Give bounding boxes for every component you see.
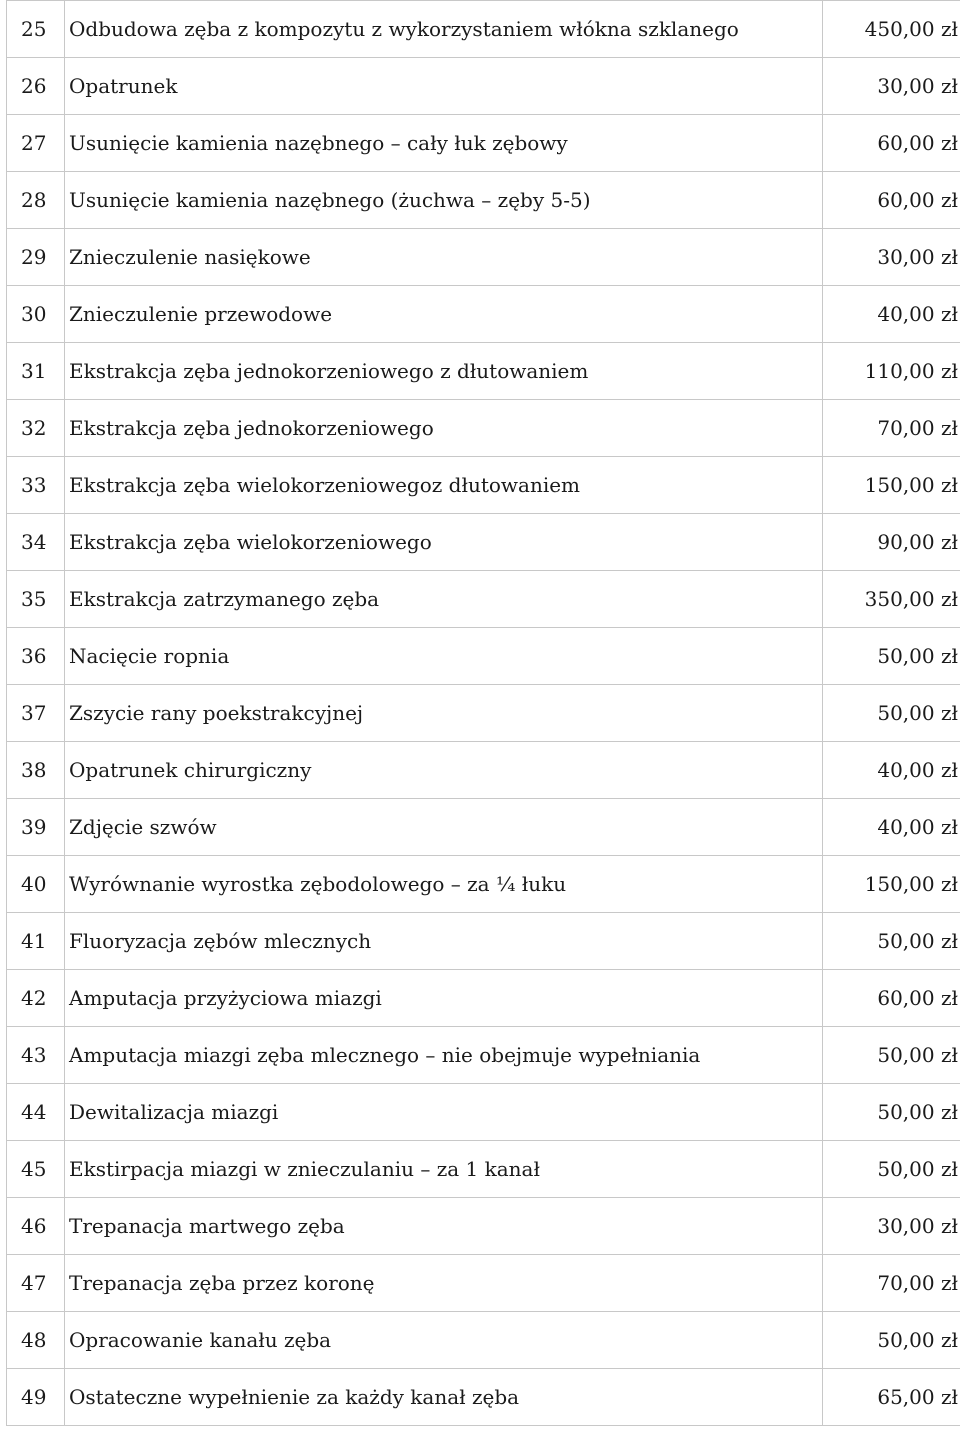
procedure-name: Ekstirpacja miazgi w znieczulaniu – za 1 kanał	[65, 1141, 823, 1198]
item-number: 38	[7, 742, 65, 799]
procedure-name: Trepanacja martwego zęba	[65, 1198, 823, 1255]
procedure-name: Trepanacja zęba przez koronę	[65, 1255, 823, 1312]
procedure-price: 450,00 zł	[823, 1, 960, 58]
table-row	[7, 58, 960, 115]
procedure-price: 40,00 zł	[823, 799, 960, 856]
procedure-name: Fluoryzacja zębów mlecznych	[65, 913, 823, 970]
item-number: 36	[7, 628, 65, 685]
table-row	[7, 1255, 960, 1312]
table-row	[7, 400, 960, 457]
table-row	[7, 343, 960, 400]
item-number: 25	[7, 1, 65, 58]
table-row	[7, 571, 960, 628]
procedure-name: Ekstrakcja zęba wielokorzeniowego	[65, 514, 823, 571]
procedure-name: Ekstrakcja zęba jednokorzeniowego z dłutowaniem	[65, 343, 823, 400]
table-row	[7, 628, 960, 685]
table-row	[7, 1312, 960, 1369]
procedure-name: Opatrunek	[65, 58, 823, 115]
procedure-name: Odbudowa zęba z kompozytu z wykorzystaniem włókna szklanego	[65, 1, 823, 58]
item-number: 30	[7, 286, 65, 343]
item-number: 39	[7, 799, 65, 856]
table-row	[7, 742, 960, 799]
item-number: 37	[7, 685, 65, 742]
item-number: 45	[7, 1141, 65, 1198]
procedure-price: 150,00 zł	[823, 457, 960, 514]
price-list-table	[6, 0, 960, 1426]
procedure-price: 65,00 zł	[823, 1369, 960, 1426]
procedure-name: Opatrunek chirurgiczny	[65, 742, 823, 799]
item-number: 44	[7, 1084, 65, 1141]
item-number: 46	[7, 1198, 65, 1255]
procedure-price: 30,00 zł	[823, 229, 960, 286]
procedure-name: Usunięcie kamienia nazębnego – cały łuk zębowy	[65, 115, 823, 172]
procedure-price: 350,00 zł	[823, 571, 960, 628]
procedure-price: 70,00 zł	[823, 1255, 960, 1312]
procedure-name: Wyrównanie wyrostka zębodolowego – za ¼ łuku	[65, 856, 823, 913]
procedure-price: 50,00 zł	[823, 1084, 960, 1141]
procedure-name: Opracowanie kanału zęba	[65, 1312, 823, 1369]
procedure-price: 50,00 zł	[823, 1027, 960, 1084]
procedure-price: 60,00 zł	[823, 172, 960, 229]
table-row	[7, 1369, 960, 1426]
table-row	[7, 286, 960, 343]
procedure-price: 40,00 zł	[823, 742, 960, 799]
procedure-name: Amputacja przyżyciowa miazgi	[65, 970, 823, 1027]
item-number: 28	[7, 172, 65, 229]
procedure-price: 50,00 zł	[823, 1312, 960, 1369]
procedure-name: Usunięcie kamienia nazębnego (żuchwa – zęby 5-5)	[65, 172, 823, 229]
procedure-price: 60,00 zł	[823, 115, 960, 172]
table-row	[7, 457, 960, 514]
item-number: 31	[7, 343, 65, 400]
item-number: 43	[7, 1027, 65, 1084]
item-number: 29	[7, 229, 65, 286]
procedure-name: Amputacja miazgi zęba mlecznego – nie obejmuje wypełniania	[65, 1027, 823, 1084]
procedure-name: Ekstrakcja zatrzymanego zęba	[65, 571, 823, 628]
item-number: 49	[7, 1369, 65, 1426]
table-row	[7, 970, 960, 1027]
table-row	[7, 685, 960, 742]
table-row	[7, 514, 960, 571]
procedure-price: 50,00 zł	[823, 1141, 960, 1198]
procedure-name: Zdjęcie szwów	[65, 799, 823, 856]
procedure-name: Znieczulenie nasiękowe	[65, 229, 823, 286]
procedure-name: Ekstrakcja zęba jednokorzeniowego	[65, 400, 823, 457]
item-number: 35	[7, 571, 65, 628]
table-row	[7, 799, 960, 856]
item-number: 27	[7, 115, 65, 172]
item-number: 26	[7, 58, 65, 115]
table-row	[7, 1141, 960, 1198]
item-number: 33	[7, 457, 65, 514]
table-row	[7, 115, 960, 172]
item-number: 34	[7, 514, 65, 571]
item-number: 47	[7, 1255, 65, 1312]
procedure-price: 40,00 zł	[823, 286, 960, 343]
item-number: 40	[7, 856, 65, 913]
price-list-body	[7, 1, 960, 1426]
item-number: 48	[7, 1312, 65, 1369]
procedure-price: 60,00 zł	[823, 970, 960, 1027]
procedure-name: Ostateczne wypełnienie za każdy kanał zęba	[65, 1369, 823, 1426]
procedure-price: 30,00 zł	[823, 58, 960, 115]
procedure-price: 110,00 zł	[823, 343, 960, 400]
item-number: 41	[7, 913, 65, 970]
table-row	[7, 229, 960, 286]
table-row	[7, 172, 960, 229]
procedure-price: 90,00 zł	[823, 514, 960, 571]
procedure-price: 50,00 zł	[823, 913, 960, 970]
table-row	[7, 1, 960, 58]
procedure-name: Dewitalizacja miazgi	[65, 1084, 823, 1141]
procedure-name: Nacięcie ropnia	[65, 628, 823, 685]
table-row	[7, 1084, 960, 1141]
table-row	[7, 1027, 960, 1084]
table-row	[7, 913, 960, 970]
table-row	[7, 856, 960, 913]
table-row	[7, 1198, 960, 1255]
procedure-name: Znieczulenie przewodowe	[65, 286, 823, 343]
procedure-price: 30,00 zł	[823, 1198, 960, 1255]
procedure-name: Zszycie rany poekstrakcyjnej	[65, 685, 823, 742]
procedure-price: 50,00 zł	[823, 628, 960, 685]
item-number: 42	[7, 970, 65, 1027]
procedure-price: 70,00 zł	[823, 400, 960, 457]
item-number: 32	[7, 400, 65, 457]
procedure-price: 50,00 zł	[823, 685, 960, 742]
procedure-name: Ekstrakcja zęba wielokorzeniowegoz dłutowaniem	[65, 457, 823, 514]
procedure-price: 150,00 zł	[823, 856, 960, 913]
